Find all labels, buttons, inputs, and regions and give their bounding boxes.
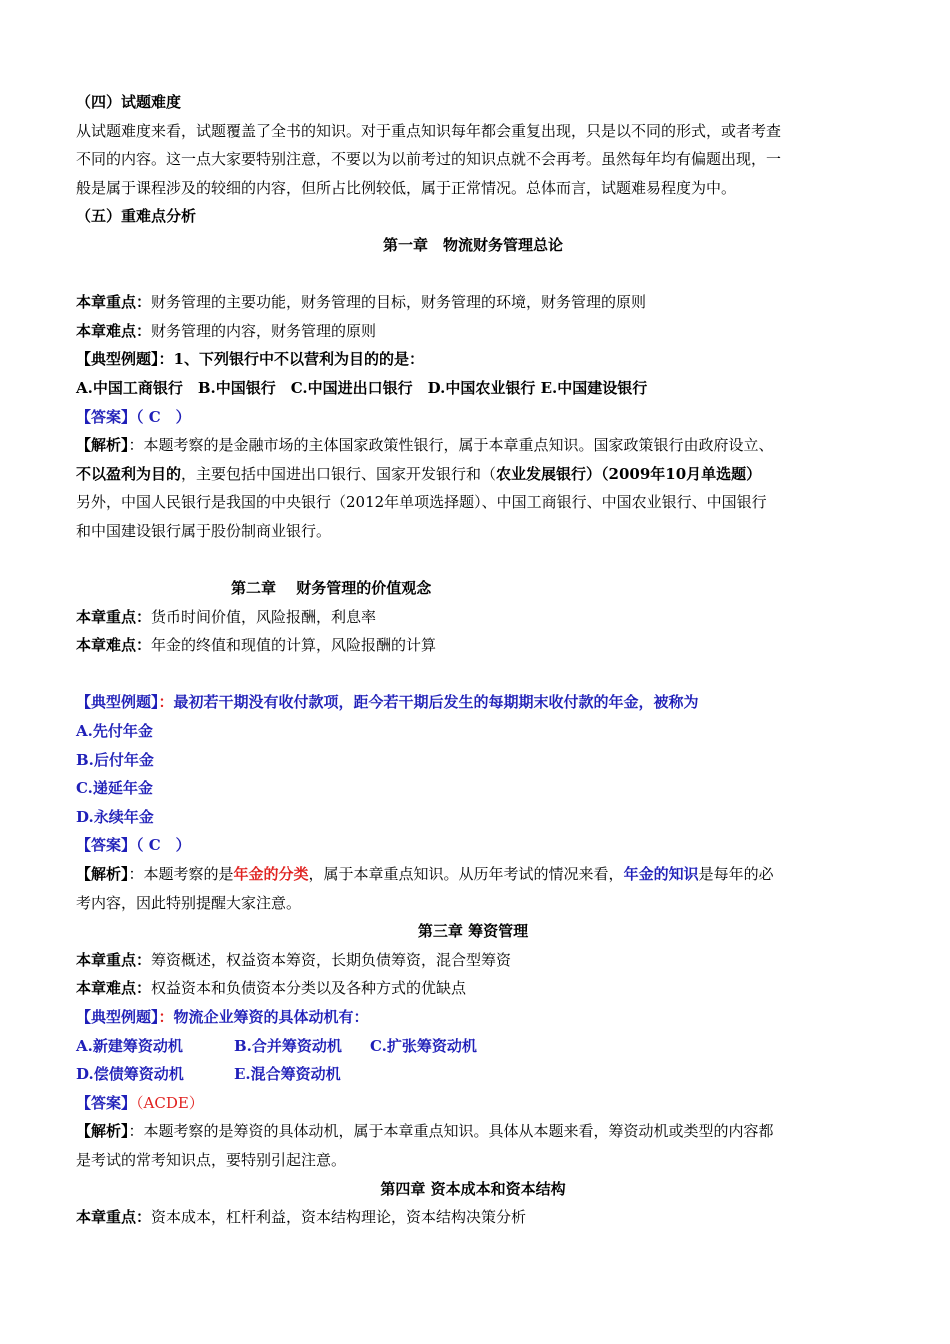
- analysis-bold: 不以盈利为目的: [76, 464, 182, 483]
- difficulty-text: 年金的终值和现值的计算，风险报酬的计算: [151, 636, 437, 655]
- example-question: 最初若干期没有收付款项，距今若干期后发生的每期期末收付款的年金，被称为: [173, 693, 699, 712]
- analysis-label: 【解析】: [76, 1122, 129, 1141]
- chapter-3-focus: [76, 946, 870, 975]
- answer-label: 【答案】: [76, 836, 137, 855]
- difficulty-label: 本章难点：: [76, 636, 152, 655]
- chapter-2-focus: [76, 603, 870, 632]
- analysis-text: ：本题考察的是: [128, 865, 234, 884]
- chapter-3-title: 第三章 筹资管理: [417, 922, 529, 941]
- chapter-3-answer: [76, 1089, 870, 1118]
- chapter-2-option-a: A.先付年金: [76, 722, 153, 741]
- chapter-3-example: [76, 1003, 870, 1032]
- difficulty-text: 财务管理的内容，财务管理的原则: [151, 321, 377, 340]
- focus-label: 本章重点：: [76, 607, 152, 626]
- focus-label: 本章重点：: [76, 293, 152, 312]
- chapter-1-analysis-line-2: [76, 460, 870, 489]
- chapter-1-options: A.中国工商银行 B.中国银行 C.中国进出口银行 D.中国农业银行 E.中国建设银行: [76, 378, 648, 397]
- chapter-3-options-row-1: [76, 1032, 870, 1061]
- chapter-1-difficulty: [76, 317, 870, 346]
- chapter-4-title: 第四章 资本成本和资本结构: [380, 1179, 566, 1198]
- analysis-highlight-blue: 年金的知识: [623, 865, 699, 884]
- option-a: A.新建筹资动机: [76, 1036, 183, 1055]
- section-4-title: （四）试题难度: [76, 93, 182, 111]
- analysis-text: ：本题考察的是金融市场的主体国家政策性银行，属于本章重点知识。国家政策银行由政府设立、: [128, 436, 774, 455]
- focus-text: 筹资概述，权益资本筹资，长期负债筹资，混合型筹资: [151, 950, 512, 969]
- chapter-3-options-row-2: [76, 1060, 870, 1089]
- analysis-label: 【解析】: [76, 436, 129, 455]
- chapter-1-analysis-line-4: 和中国建设银行属于股份制商业银行。: [76, 521, 332, 540]
- chapter-2-answer: [76, 831, 870, 860]
- chapter-1-analysis-line-1: [76, 431, 870, 460]
- example-label: 【典型例题】: [76, 693, 159, 712]
- example-question: 物流企业筹资的具体动机有：: [173, 1008, 369, 1026]
- focus-text: 货币时间价值，风险报酬，利息率: [151, 607, 377, 626]
- chapter-2-option-b: B.后付年金: [76, 750, 154, 769]
- chapter-3-analysis-line-1: [76, 1117, 870, 1146]
- answer-label: 【答案】: [76, 1093, 137, 1112]
- chapter-4-focus: [76, 1203, 870, 1232]
- option-e: E.混合筹资动机: [234, 1065, 341, 1084]
- analysis-bold: 农业发展银行: [496, 464, 587, 483]
- answer-value: （ACDE）: [136, 1093, 204, 1112]
- chapter-2-example: [76, 688, 870, 717]
- section-4-para-line-2: 不同的内容。这一点大家要特别注意，不要以为以前考过的知识点就不会再考。虽然每年均有偏题出现，一: [76, 150, 782, 169]
- chapter-3-analysis-line-2: 是考试的常考知识点，要特别引起注意。: [76, 1150, 347, 1169]
- chapter-2-analysis-line-2: 考内容，因此特别提醒大家注意。: [76, 893, 302, 912]
- example-question: ：1、下列银行中不以营利为目的的是：: [158, 350, 424, 369]
- analysis-text: ：本题考察的是筹资的具体动机，属于本章重点知识。具体从本题来看，筹资动机或类型的内容都: [128, 1122, 774, 1141]
- section-4-para-line-1: 从试题难度来看，试题覆盖了全书的知识。对于重点知识每年都会重复出现，只是以不同的形式，或者考查: [76, 121, 782, 140]
- analysis-text: ）（2009年10月单选题）: [586, 464, 762, 483]
- focus-text: 财务管理的主要功能，财务管理的目标，财务管理的环境，财务管理的原则: [151, 293, 647, 312]
- focus-text: 资本成本，杠杆利益，资本结构理论，资本结构决策分析: [151, 1208, 527, 1227]
- section-4-para-line-3: 般是属于课程涉及的较细的内容，但所占比例较低，属于正常情况。总体而言，试题难易程度为中。: [76, 178, 737, 197]
- chapter-1-example: [76, 345, 870, 374]
- section-5-title: （五）重难点分析: [76, 207, 197, 226]
- option-c: C.扩张筹资动机: [370, 1036, 477, 1055]
- difficulty-text: 权益资本和负债资本分类以及各种方式的优缺点: [151, 979, 467, 998]
- answer-value: （ C ）: [136, 407, 191, 426]
- example-label: 【典型例题】: [76, 350, 159, 369]
- difficulty-label: 本章难点：: [76, 321, 152, 340]
- focus-label: 本章重点：: [76, 1208, 152, 1227]
- focus-label: 本章重点：: [76, 950, 152, 969]
- analysis-text: ，主要包括中国进出口银行、国家开发银行和（: [181, 464, 497, 483]
- example-label: 【典型例题】: [76, 1008, 159, 1026]
- analysis-label: 【解析】: [76, 865, 129, 884]
- chapter-3-difficulty: [76, 974, 870, 1003]
- analysis-highlight-red: 年金的分类: [233, 865, 309, 884]
- difficulty-label: 本章难点：: [76, 979, 152, 998]
- analysis-text: 是每年的必: [698, 865, 774, 884]
- chapter-2-difficulty: [76, 631, 870, 660]
- chapter-2-option-d: D.永续年金: [76, 807, 154, 826]
- chapter-1-answer: [76, 403, 870, 432]
- answer-value: （ C ）: [136, 836, 191, 855]
- document-page: [76, 88, 870, 1232]
- analysis-text: ，属于本章重点知识。从历年考试的情况来看，: [308, 865, 624, 884]
- chapter-2-analysis-line-1: [76, 860, 870, 889]
- chapter-1-focus: [76, 288, 870, 317]
- chapter-1-title: 第一章 物流财务管理总论: [382, 235, 563, 254]
- answer-label: 【答案】: [76, 407, 137, 426]
- option-b: B.合并筹资动机: [234, 1036, 342, 1055]
- chapter-2-option-c: C.递延年金: [76, 779, 153, 798]
- option-d: D.偿债筹资动机: [76, 1065, 184, 1084]
- chapter-2-title: 第二章 财务管理的价值观念: [231, 579, 432, 598]
- chapter-1-analysis-line-3: 另外，中国人民银行是我国的中央银行（2012年单项选择题）、中国工商银行、中国农业银行、中国银行: [76, 493, 767, 512]
- example-colon: ：: [158, 1008, 174, 1026]
- example-colon: ：: [158, 693, 174, 712]
